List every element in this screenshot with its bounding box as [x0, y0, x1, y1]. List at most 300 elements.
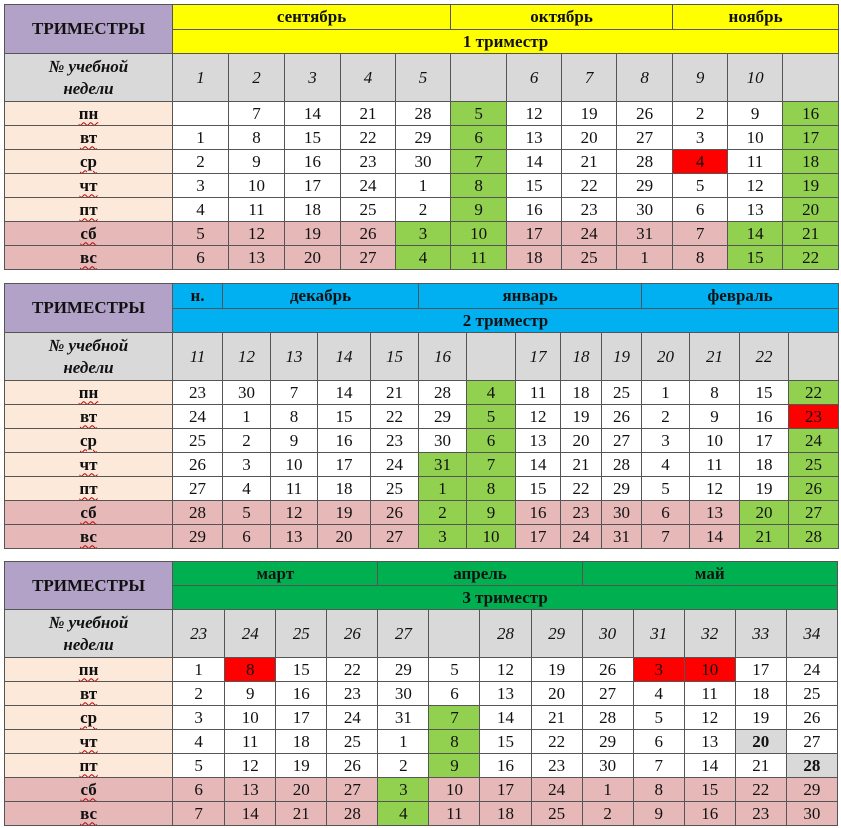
day-row-sun [5, 802, 838, 826]
week-number: 11 [173, 333, 223, 381]
date-cell: 21 [371, 381, 419, 405]
date-cell: 21 [735, 754, 786, 778]
holiday-cell: 16 [783, 102, 839, 126]
month-header: декабрь [223, 284, 419, 309]
title-cell: ТРИМЕСТРЫ [5, 284, 173, 333]
day-row-mon [5, 381, 839, 405]
date-cell: 8 [271, 405, 318, 429]
trimester-header: 2 триместр [173, 309, 839, 333]
date-cell: 4 [633, 682, 684, 706]
week-number [429, 610, 480, 658]
date-cell: 25 [602, 381, 642, 405]
date-cell: 30 [419, 429, 467, 453]
date-cell: 14 [690, 525, 740, 549]
day-row-wed [5, 150, 839, 174]
holiday-cell: 21 [783, 222, 839, 246]
date-cell: 18 [276, 730, 327, 754]
month-header: сентябрь [173, 5, 451, 30]
date-cell: 21 [531, 706, 582, 730]
holiday-cell: 21 [740, 525, 789, 549]
date-cell: 27 [327, 778, 378, 802]
date-cell: 31 [602, 525, 642, 549]
date-cell: 29 [173, 525, 223, 549]
date-cell: 7 [642, 525, 690, 549]
week-number: 24 [225, 610, 276, 658]
date-cell: 22 [531, 730, 582, 754]
weekday-label: ср [5, 706, 173, 730]
date-cell: 10 [229, 174, 285, 198]
date-cell: 30 [602, 501, 642, 525]
date-cell: 23 [371, 429, 419, 453]
week-number: 34 [786, 610, 837, 658]
weekday-label: пн [5, 102, 173, 126]
date-cell: 15 [516, 477, 561, 501]
date-cell: 25 [371, 477, 419, 501]
date-cell: 15 [318, 405, 371, 429]
date-cell: 30 [617, 198, 673, 222]
date-cell: 9 [728, 102, 783, 126]
date-cell: 19 [285, 222, 341, 246]
date-cell: 28 [173, 501, 223, 525]
date-cell: 30 [378, 682, 429, 706]
date-cell: 15 [276, 658, 327, 682]
date-cell: 14 [225, 802, 276, 826]
holiday-cell: 8 [467, 477, 516, 501]
holiday-cell: 4 [378, 802, 429, 826]
holiday-cell: 22 [789, 381, 839, 405]
date-cell: 9 [690, 405, 740, 429]
weekday-label: вт [5, 682, 173, 706]
date-cell: 1 [173, 126, 229, 150]
date-cell: 21 [341, 102, 396, 126]
date-cell: 5 [223, 501, 271, 525]
date-cell: 7 [271, 381, 318, 405]
month-header: февраль [642, 284, 839, 309]
month-header: октябрь [451, 5, 673, 30]
date-cell: 13 [728, 198, 783, 222]
date-cell: 5 [173, 754, 225, 778]
holiday-cell: 3 [419, 525, 467, 549]
date-cell: 7 [229, 102, 285, 126]
holiday-cell: 10 [451, 222, 507, 246]
date-cell: 30 [223, 381, 271, 405]
date-cell: 19 [276, 754, 327, 778]
date-cell: 14 [480, 706, 531, 730]
holiday-cell: 18 [783, 150, 839, 174]
date-cell [173, 102, 229, 126]
date-cell: 12 [516, 405, 561, 429]
date-cell: 23 [327, 682, 378, 706]
holiday-cell: 5 [451, 102, 507, 126]
date-cell: 18 [507, 246, 562, 270]
holiday-cell: 3 [378, 778, 429, 802]
holiday-cell: 24 [789, 429, 839, 453]
date-cell: 21 [561, 453, 602, 477]
day-row-thu [5, 730, 838, 754]
date-cell: 5 [673, 174, 728, 198]
date-cell: 3 [173, 706, 225, 730]
week-number: 3 [285, 54, 341, 102]
date-cell: 14 [684, 754, 735, 778]
day-row-tue [5, 682, 838, 706]
day-row-thu [5, 453, 839, 477]
trimester-2-block [4, 283, 838, 549]
week-number: 32 [684, 610, 735, 658]
date-cell: 12 [271, 501, 318, 525]
date-cell: 7 [673, 222, 728, 246]
date-cell: 26 [582, 658, 633, 682]
date-cell: 13 [690, 501, 740, 525]
date-cell: 19 [318, 501, 371, 525]
date-cell: 16 [285, 150, 341, 174]
date-cell: 29 [378, 658, 429, 682]
date-cell: 27 [173, 477, 223, 501]
date-cell: 9 [633, 802, 684, 826]
date-cell: 1 [173, 658, 225, 682]
date-cell: 21 [276, 802, 327, 826]
date-cell: 20 [531, 682, 582, 706]
holiday-cell: 20 [783, 198, 839, 222]
date-cell: 2 [223, 429, 271, 453]
date-cell: 2 [378, 754, 429, 778]
date-cell: 9 [225, 682, 276, 706]
week-number [783, 54, 839, 102]
month-header: январь [419, 284, 642, 309]
week-number: 26 [327, 610, 378, 658]
date-cell: 20 [285, 246, 341, 270]
holiday-cell: 28 [789, 525, 839, 549]
week-number: 14 [318, 333, 371, 381]
date-cell: 8 [633, 778, 684, 802]
weekday-label: чт [5, 174, 173, 198]
date-cell: 5 [173, 222, 229, 246]
weekday-label: пт [5, 477, 173, 501]
day-row-wed [5, 429, 839, 453]
day-row-sat [5, 778, 838, 802]
date-cell: 5 [429, 658, 480, 682]
day-row-mon [5, 102, 839, 126]
date-cell: 5 [642, 477, 690, 501]
date-cell: 14 [516, 453, 561, 477]
trimester-3-block [4, 561, 838, 826]
day-row-sat [5, 501, 839, 525]
date-cell: 27 [371, 525, 419, 549]
date-cell: 13 [229, 246, 285, 270]
date-cell: 6 [173, 778, 225, 802]
holiday-cell: 19 [783, 174, 839, 198]
date-cell: 29 [786, 778, 837, 802]
holiday-cell: 4 [467, 381, 516, 405]
date-cell: 2 [642, 405, 690, 429]
date-cell: 27 [786, 730, 837, 754]
date-cell: 19 [735, 706, 786, 730]
weekday-label: вс [5, 525, 173, 549]
holiday-cell: 31 [419, 453, 467, 477]
date-cell: 6 [642, 501, 690, 525]
date-cell: 1 [396, 174, 451, 198]
week-number-row [5, 54, 839, 102]
holiday-cell: 25 [789, 453, 839, 477]
weekday-label: пн [5, 658, 173, 682]
date-cell: 24 [562, 222, 617, 246]
holiday-cell: 14 [728, 222, 783, 246]
date-cell: 2 [582, 802, 633, 826]
date-cell: 2 [173, 682, 225, 706]
date-cell: 28 [327, 802, 378, 826]
week-number-row [5, 610, 838, 658]
date-cell: 25 [341, 198, 396, 222]
holiday-cell: 6 [451, 126, 507, 150]
date-cell: 16 [276, 682, 327, 706]
date-cell: 11 [684, 682, 735, 706]
week-number: 27 [378, 610, 429, 658]
date-cell: 17 [507, 222, 562, 246]
date-cell: 10 [225, 706, 276, 730]
holiday-cell: 26 [789, 477, 839, 501]
date-cell: 3 [173, 174, 229, 198]
date-cell: 1 [582, 778, 633, 802]
date-cell: 17 [276, 706, 327, 730]
date-cell: 1 [378, 730, 429, 754]
weekday-label: чт [5, 453, 173, 477]
day-row-fri [5, 198, 839, 222]
week-number: 29 [531, 610, 582, 658]
date-cell: 29 [602, 477, 642, 501]
day-row-sun [5, 525, 839, 549]
date-cell: 16 [318, 429, 371, 453]
holiday-cell: 5 [467, 405, 516, 429]
day-row-tue [5, 126, 839, 150]
weekday-label: вс [5, 246, 173, 270]
holiday-cell: 7 [451, 150, 507, 174]
week-label: № учебной недели [5, 54, 173, 102]
holiday-cell: 6 [467, 429, 516, 453]
week-number: 4 [341, 54, 396, 102]
date-cell: 23 [562, 198, 617, 222]
weekday-label: вс [5, 802, 173, 826]
date-cell: 6 [673, 198, 728, 222]
calendar-table-2 [4, 283, 839, 549]
holiday-cell: 10 [467, 525, 516, 549]
week-number: 13 [271, 333, 318, 381]
holiday-cell: 4 [396, 246, 451, 270]
weekday-label: вт [5, 405, 173, 429]
date-cell: 12 [225, 754, 276, 778]
date-cell: 11 [728, 150, 783, 174]
calendar-table-3 [4, 561, 838, 826]
date-cell: 1 [223, 405, 271, 429]
week-number: 17 [516, 333, 561, 381]
date-cell: 22 [327, 658, 378, 682]
week-label: № учебной недели [5, 610, 173, 658]
weekday-label: сб [5, 222, 173, 246]
holiday-cell: 7 [467, 453, 516, 477]
week-number: 21 [690, 333, 740, 381]
month-header: май [582, 562, 837, 586]
date-cell: 26 [341, 222, 396, 246]
holiday-cell: 17 [783, 126, 839, 150]
date-cell: 11 [225, 730, 276, 754]
date-cell: 5 [633, 706, 684, 730]
week-number: 1 [173, 54, 229, 102]
week-number: 28 [480, 610, 531, 658]
holiday-cell: 7 [429, 706, 480, 730]
date-cell: 28 [396, 102, 451, 126]
date-cell: 27 [602, 429, 642, 453]
date-cell: 9 [271, 429, 318, 453]
week-number: 16 [419, 333, 467, 381]
holiday-cell: 9 [451, 198, 507, 222]
date-cell: 24 [341, 174, 396, 198]
date-cell: 4 [223, 477, 271, 501]
date-cell: 26 [617, 102, 673, 126]
date-cell: 15 [684, 778, 735, 802]
date-cell: 13 [480, 682, 531, 706]
date-cell: 12 [480, 658, 531, 682]
date-cell: 17 [480, 778, 531, 802]
date-cell: 16 [740, 405, 789, 429]
date-cell: 21 [562, 150, 617, 174]
date-cell: 23 [531, 754, 582, 778]
date-cell: 8 [690, 381, 740, 405]
date-cell: 16 [684, 802, 735, 826]
special-date-cell: 3 [633, 658, 684, 682]
date-cell: 16 [480, 754, 531, 778]
week-number: 15 [371, 333, 419, 381]
date-cell: 12 [690, 477, 740, 501]
date-cell: 17 [285, 174, 341, 198]
week-number [451, 54, 507, 102]
weekday-label: сб [5, 501, 173, 525]
date-cell: 4 [642, 453, 690, 477]
week-number: 9 [673, 54, 728, 102]
date-cell: 19 [740, 477, 789, 501]
date-cell: 2 [173, 150, 229, 174]
holiday-cell: 15 [728, 246, 783, 270]
date-cell: 30 [786, 802, 837, 826]
date-cell: 29 [582, 730, 633, 754]
date-cell: 10 [429, 778, 480, 802]
date-cell: 24 [173, 405, 223, 429]
week-label: № учебной недели [5, 333, 173, 381]
date-cell: 12 [507, 102, 562, 126]
day-row-fri [5, 754, 838, 778]
month-header: апрель [378, 562, 582, 586]
holiday-cell: 3 [396, 222, 451, 246]
date-cell: 10 [690, 429, 740, 453]
date-cell: 10 [271, 453, 318, 477]
date-cell: 28 [582, 706, 633, 730]
week-number: 5 [396, 54, 451, 102]
date-cell: 27 [582, 682, 633, 706]
date-cell: 25 [786, 682, 837, 706]
week-number: 19 [602, 333, 642, 381]
special-date-cell: 23 [789, 405, 839, 429]
date-cell: 3 [673, 126, 728, 150]
date-cell: 13 [684, 730, 735, 754]
date-cell: 11 [229, 198, 285, 222]
date-cell: 19 [562, 102, 617, 126]
date-cell: 22 [735, 778, 786, 802]
week-number: 18 [561, 333, 602, 381]
week-number: 2 [229, 54, 285, 102]
week-number: 23 [173, 610, 225, 658]
date-cell: 28 [419, 381, 467, 405]
date-cell: 18 [740, 453, 789, 477]
holiday-cell: 8 [451, 174, 507, 198]
special-date-cell: 8 [225, 658, 276, 682]
date-cell: 26 [327, 754, 378, 778]
day-row-wed [5, 706, 838, 730]
holiday-cell: 22 [783, 246, 839, 270]
date-cell: 13 [225, 778, 276, 802]
weekday-label: ср [5, 150, 173, 174]
title-cell: ТРИМЕСТРЫ [5, 562, 173, 610]
date-cell: 1 [642, 381, 690, 405]
holiday-cell: 2 [419, 501, 467, 525]
week-number [467, 333, 516, 381]
trimester-header: 3 триместр [173, 586, 838, 610]
date-cell: 6 [429, 682, 480, 706]
date-cell: 15 [740, 381, 789, 405]
week-number: 8 [617, 54, 673, 102]
date-cell: 15 [507, 174, 562, 198]
date-cell: 23 [341, 150, 396, 174]
holiday-cell: 1 [419, 477, 467, 501]
week-number-row [5, 333, 839, 381]
date-cell: 25 [531, 802, 582, 826]
date-cell: 12 [728, 174, 783, 198]
week-number: 25 [276, 610, 327, 658]
date-cell: 24 [786, 658, 837, 682]
holiday-cell: 9 [429, 754, 480, 778]
day-row-tue [5, 405, 839, 429]
week-number: 22 [740, 333, 789, 381]
weekday-label: пт [5, 754, 173, 778]
date-cell: 29 [419, 405, 467, 429]
date-cell: 18 [735, 682, 786, 706]
date-cell: 29 [396, 126, 451, 150]
date-cell: 6 [173, 246, 229, 270]
date-cell: 4 [173, 730, 225, 754]
week-number: 33 [735, 610, 786, 658]
week-number [789, 333, 839, 381]
holiday-cell: 9 [467, 501, 516, 525]
date-cell: 25 [327, 730, 378, 754]
day-row-mon [5, 658, 838, 682]
week-number: 7 [562, 54, 617, 102]
weekday-label: вт [5, 126, 173, 150]
month-header: ноябрь [673, 5, 839, 30]
day-row-sun [5, 246, 839, 270]
weekday-label: пт [5, 198, 173, 222]
date-cell: 20 [562, 126, 617, 150]
date-cell: 30 [396, 150, 451, 174]
calendar-table-1 [4, 4, 839, 270]
week-number: 12 [223, 333, 271, 381]
date-cell: 20 [276, 778, 327, 802]
date-cell: 8 [229, 126, 285, 150]
weekday-label: сб [5, 778, 173, 802]
date-cell: 22 [561, 477, 602, 501]
weekday-label: чт [5, 730, 173, 754]
date-cell: 2 [396, 198, 451, 222]
date-cell: 3 [642, 429, 690, 453]
weekday-label: ср [5, 429, 173, 453]
date-cell: 25 [562, 246, 617, 270]
month-header: март [173, 562, 378, 586]
date-cell: 26 [371, 501, 419, 525]
